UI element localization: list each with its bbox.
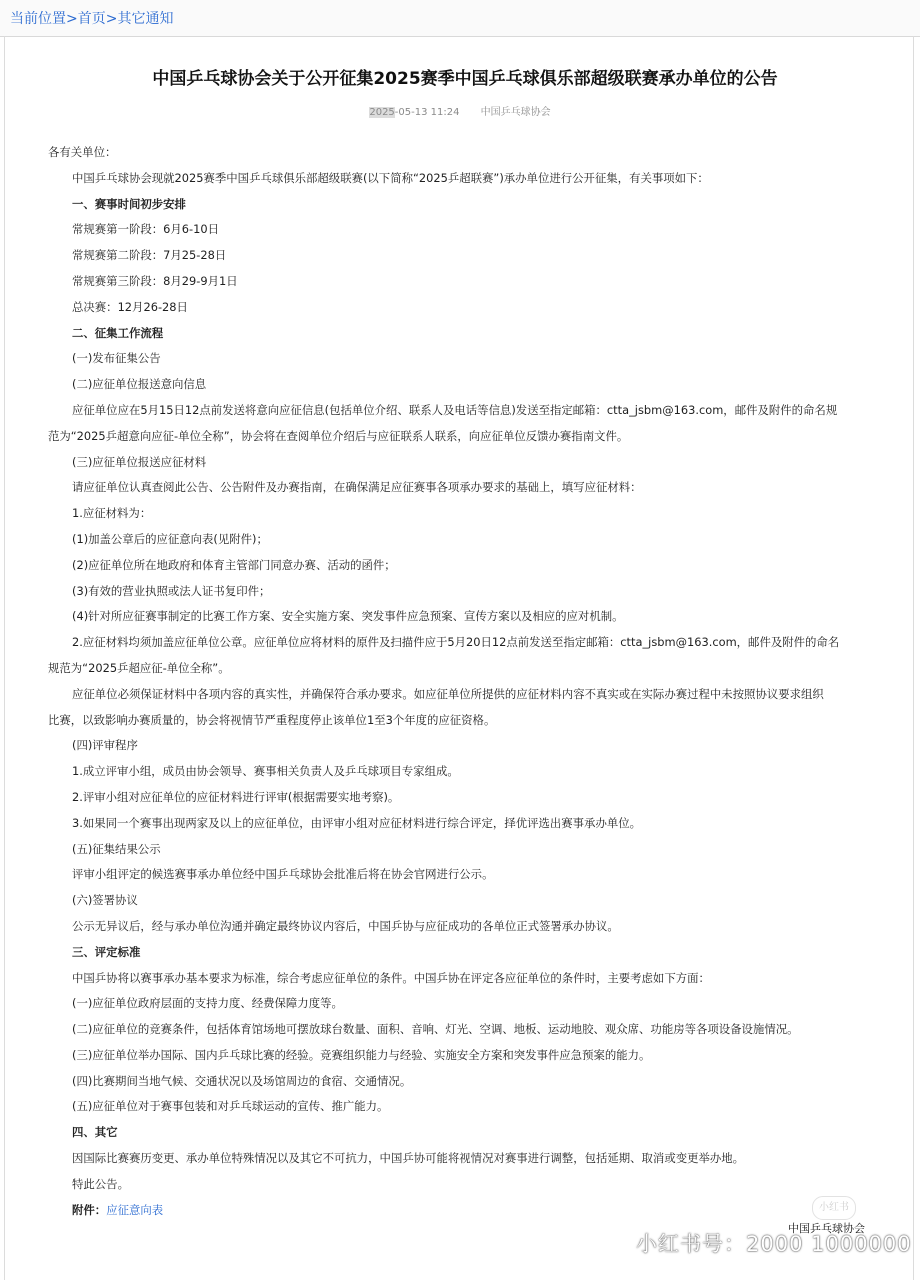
paragraph: 评审小组评定的候选赛事承办单位经中国乒乓球协会批准后将在协会官网进行公示。 [72,867,494,882]
paragraph-continuation: 规范为“2025乒超应征-单位全称”。 [48,660,230,675]
watermark-text: 小红书号：2000 1000000 [636,1232,912,1256]
paragraph: 因国际比赛赛历变更、承办单位特殊情况以及其它不可抗力，中国乒协可能将视情况对赛事进行调整，包括延期、取消或变更举办地。 [72,1151,745,1166]
publish-date-year: 2025 [369,107,395,118]
subheading: (二)应征单位报送意向信息 [72,377,207,392]
subheading: (一)发布征集公告 [72,351,161,366]
paragraph: 1.应征材料为： [72,506,152,521]
list-item: 1.成立评审小组，成员由协会领导、赛事相关负责人及乒乓球项目专家组成。 [72,764,459,779]
list-item: 2.评审小组对应征单位的应征材料进行评审(根据需要实地考察)。 [72,789,400,804]
section-heading: 二、征集工作流程 [72,325,164,340]
list-item: (3)有效的营业执照或法人证书复印件； [72,583,271,598]
salutation: 各有关单位： [48,145,117,159]
list-item: (三)应征单位举办国际、国内乒乓球比赛的经验。竞赛组织能力与经验、实施安全方案和突发事件应急预案的能力。 [72,1047,651,1062]
attachment-label: 附件： [72,1202,107,1217]
left-border [4,36,5,1280]
section-heading: 四、其它 [72,1125,118,1140]
list-item: (1)加盖公章后的应征意向表(见附件)； [72,531,268,546]
list-item: (五)应征单位对于赛事包装和对乒乓球运动的宣传、推广能力。 [72,1099,389,1114]
list-item: (2)应征单位所在地政府和体育主管部门同意办赛、活动的函件； [72,557,396,572]
subheading: (六)签署协议 [72,893,138,908]
paragraph: 常规赛第一阶段：6月6-10日 [72,222,220,237]
publish-date-time: -05-13 11:24 [394,107,460,118]
list-item: (4)针对所应征赛事制定的比赛工作方案、安全实施方案、突发事件应急预案、宣传方案以及相应的应对机制。 [72,609,624,624]
subheading: (四)评审程序 [72,738,138,753]
section-heading: 一、赛事时间初步安排 [72,196,186,211]
breadcrumb [10,8,173,28]
attachment-row [48,1198,878,1224]
breadcrumb-current-location: 当前位置 [10,11,66,27]
paragraph: 中国乒乓球协会现就2025赛季中国乒乓球俱乐部超级联赛(以下简称“2025乒超联赛”)承办单位进行公开征集，有关事项如下： [72,170,709,185]
paragraph: 应征单位必须保证材料中各项内容的真实性，并确保符合承办要求。如应征单位所提供的应征材料内容不真实或在实际办赛过程中未按照协议要求组织 [72,686,824,701]
closing: 特此公告。 [72,1176,129,1191]
breadcrumb-section-link[interactable]: 其它通知 [117,11,174,27]
paragraph: 总决赛：12月26-28日 [72,299,188,314]
attachment-link[interactable]: 应征意向表 [106,1202,164,1217]
right-border [913,36,914,1280]
paragraph-continuation: 范为“2025乒超意向应征-单位全称”，协会将在查阅单位介绍后与应征联系人联系，向应征单位反馈办赛指南文件。 [48,428,629,443]
subheading: (三)应征单位报送应征材料 [72,454,207,469]
breadcrumb-separator: > [105,11,118,27]
paragraph: 常规赛第三阶段：8月29-9月1日 [72,273,238,288]
list-item: (四)比赛期间当地气候、交通状况以及场馆周边的食宿、交通情况。 [72,1073,412,1088]
breadcrumb-separator: > [66,11,78,27]
paragraph: 公示无异议后，经与承办单位沟通并确定最终协议内容后，中国乒协与应征成功的各单位正式签署承办协议。 [72,918,619,933]
signature: 中国乒乓球协会 [788,1222,865,1235]
section-heading: 三、评定标准 [72,944,141,959]
article-meta [0,103,920,118]
article-body [48,140,878,1223]
list-item: (二)应征单位的竞赛条件，包括体育馆场地可摆放球台数量、面积、音响、灯光、空调、地板、运动地胶、观众席、功能房等各项设备设施情况。 [72,1022,799,1037]
paragraph: 中国乒协将以赛事承办基本要求为标准，综合考虑应征单位的条件。中国乒协在评定各应征单位的条件时，主要考虑如下方面： [72,970,710,985]
paragraph: 2.应征材料均须加盖应征单位公章。应征单位应将材料的原件及扫描件应于5月20日12点前发送至指定邮箱：ctta_jsbm@163.com，邮件及附件的命名 [72,635,840,650]
list-item: 3.如果同一个赛事出现两家及以上的应征单位，由评审小组对应征材料进行综合评定，择优评选出赛事承办单位。 [72,815,642,830]
watermark-logo: 小红书 [812,1196,856,1220]
top-bar [0,0,920,37]
paragraph-continuation: 比赛，以致影响办赛质量的，协会将视情节严重程度停止该单位1至3个年度的应征资格。 [48,712,496,727]
breadcrumb-home-link[interactable]: 首页 [77,11,106,27]
paragraph: 应征单位应在5月15日12点前发送将意向应征信息(包括单位介绍、联系人及电话等信息)发送至指定邮箱：ctta_jsbm@163.com，邮件及附件的命名规 [72,402,838,417]
list-item: (一)应征单位政府层面的支持力度、经费保障力度等。 [72,996,343,1011]
page-title: 中国乒乓球协会关于公开征集2025赛季中国乒乓球俱乐部超级联赛承办单位的公告 [152,69,778,89]
paragraph: 常规赛第二阶段：7月25-28日 [72,248,227,263]
paragraph: 请应征单位认真查阅此公告、公告附件及办赛指南，在确保满足应征赛事各项承办要求的基础上，填写应征材料： [72,480,642,495]
article-source: 中国乒乓球协会 [480,107,551,118]
subheading: (五)征集结果公示 [72,841,161,856]
